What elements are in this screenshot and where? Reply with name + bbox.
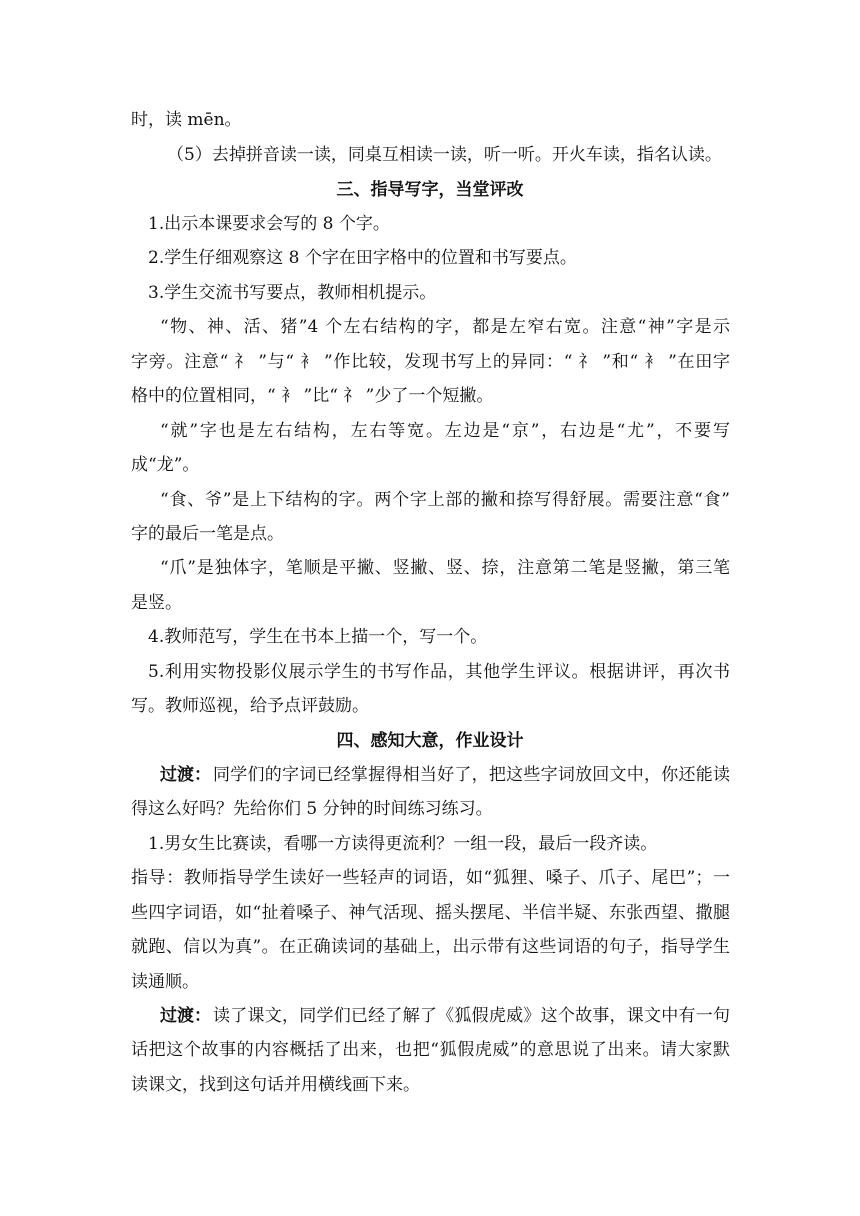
text-line: 读课文，找到这句话并用横线画下来。 bbox=[131, 1075, 420, 1095]
text-line: 字旁。注意“ 礻 ”与“ 衤 ”作比较，发现书写上的异同：“ 礻 ”和“ 衤 ”在田字 bbox=[131, 352, 730, 372]
text-line: “爪”是独体字，笔顺是平撇、竖撇、竖、捺，注意第二笔是竖撇，第三笔 bbox=[160, 558, 730, 578]
text-line: 3.学生交流书写要点，教师相机提示。 bbox=[148, 283, 437, 303]
text-line: 格中的位置相同，“ 衤 ”比“ 礻 ”少了一个短撇。 bbox=[131, 386, 494, 406]
text-line: 5.利用实物投影仪展示学生的书写作品，其他学生评议。根据讲评，再次书 bbox=[148, 662, 730, 682]
text-line: 读通顺。 bbox=[131, 972, 199, 992]
text-line: 同学们的字词已经掌握得相当好了，把这些字词放回文中，你还能读 bbox=[213, 765, 730, 785]
section-heading-3: 三、指导写字，当堂评改 bbox=[336, 180, 524, 200]
text-line: 些四字词语，如“扯着嗓子、神气活现、摇头摆尾、半信半疑、东张西望、撒腿 bbox=[131, 903, 730, 923]
text-line: 1.出示本课要求会写的 8 个字。 bbox=[148, 214, 390, 234]
text-line: 话把这个故事的内容概括了出来，也把“狐假虎威”的意思说了出来。请大家默 bbox=[131, 1040, 730, 1060]
transition-label: 过渡： bbox=[160, 1006, 211, 1026]
text-line: 读了课文，同学们已经了解了《狐假虎威》这个故事，课文中有一句 bbox=[213, 1006, 730, 1026]
text-line: 得这么好吗？先给你们 5 分钟的时间练习练习。 bbox=[131, 799, 493, 819]
text-line: 成“龙”。 bbox=[131, 455, 200, 475]
text-line: （5）去掉拼音读一读，同桌互相读一读，听一听。开火车读，指名认读。 bbox=[167, 145, 722, 165]
text-line: 写。教师巡视，给予点评鼓励。 bbox=[131, 696, 369, 716]
text-line: 1.男女生比赛读，看哪一方读得更流利？一组一段，最后一段齐读。 bbox=[148, 834, 658, 854]
text-line: 2.学生仔细观察这 8 个字在田字格中的位置和书写要点。 bbox=[148, 248, 577, 268]
text-line: 4.教师范写，学生在书本上描一个，写一个。 bbox=[148, 627, 488, 647]
text-line: 是竖。 bbox=[131, 593, 182, 613]
section-heading-4: 四、感知大意，作业设计 bbox=[336, 731, 524, 751]
text-line: “物、神、活、猪”4 个左右结构的字，都是左窄右宽。注意“神”字是示 bbox=[160, 317, 730, 337]
text-line: 时，读 mēn。 bbox=[131, 110, 242, 130]
text-line: 指导：教师指导学生读好一些轻声的词语，如“狐狸、嗓子、爪子、尾巴”；一 bbox=[131, 868, 730, 888]
text-line: “食、爷”是上下结构的字。两个字上部的撇和捺写得舒展。需要注意“食” bbox=[160, 490, 730, 510]
transition-label: 过渡： bbox=[160, 765, 211, 785]
text-line: 就跑、信以为真”。在正确读词的基础上，出示带有这些词语的句子，指导学生 bbox=[131, 937, 730, 957]
text-line: “就”字也是左右结构，左右等宽。左边是“京”，右边是“尤”，不要写 bbox=[160, 421, 730, 441]
text-line: 字的最后一笔是点。 bbox=[131, 524, 284, 544]
